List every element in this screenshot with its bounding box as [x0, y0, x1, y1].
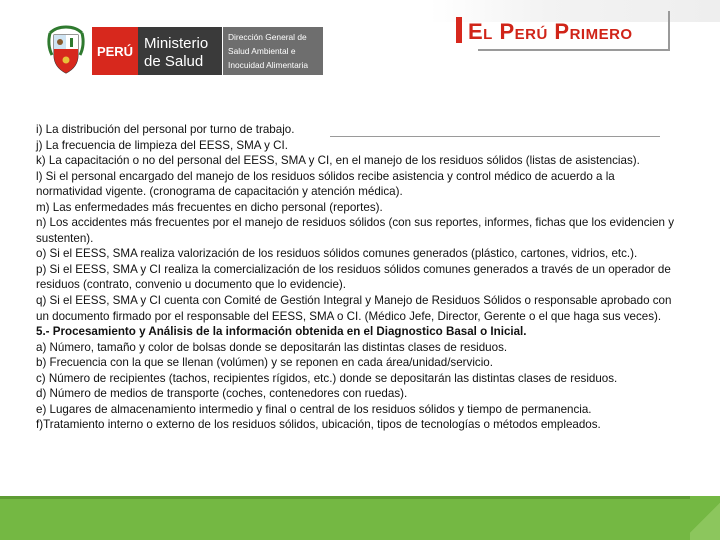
directorate-line3: Inocuidad Alimentaria	[228, 60, 309, 70]
list-item: d) Número de medios de transporte (coches, contenedores con ruedas).	[36, 387, 408, 401]
list-item: c) Número de recipientes (tachos, recipientes rígidos, etc.) donde se depositarán las distintas clases de residuos.	[36, 371, 618, 385]
footer-stripe	[0, 496, 720, 499]
list-item: q) Si el EESS, SMA y CI cuenta con Comité de Gestión Integral y Manejo de Residuos Sólidos o responsable aprobado con un documento firmado por el responsable del EESS, SMA o CI. (Médico Jefe, Director, Gerente o el que haga sus veces).	[36, 294, 672, 323]
list-item: l) Si el personal encargado del manejo de los residuos sólidos recibe asistencia y control médico de acuerdo a la normatividad vigente. (cronograma de capacitación y atención médica).	[36, 169, 615, 199]
minsa-name-line1: Ministerio	[144, 35, 209, 52]
logo-red-bar	[456, 17, 462, 43]
section-heading: 5.- Procesamiento y Análisis de la información obtenida en el Diagnostico Basal o Inicial.	[36, 325, 527, 339]
list-item: n) Los accidentes más frecuentes por el manejo de residuos sólidos (con sus reportes, informes, fichas que los evidencien y sustenten).	[36, 216, 674, 245]
list-item: k) La capacitación o no del personal del EESS, SMA y CI, en el manejo de los residuos sólidos (listas de asistencias).	[36, 154, 640, 168]
minsa-country-label: PERÚ	[96, 44, 134, 59]
list-item: a) Número, tamaño y color de bolsas donde se depositarán las distintas clases de residuos.	[36, 340, 508, 354]
list-item: j) La frecuencia de limpieza del EESS, SMA y CI.	[36, 138, 288, 152]
directorate-line2: Salud Ambiental e	[228, 46, 296, 56]
minsa-name-line2: de Salud	[144, 53, 204, 70]
list-item: o) Si el EESS, SMA realiza valorización de los residuos sólidos comunes generados (plástico, cartones, vidrios, etc.).	[36, 247, 638, 261]
list-item: f)Tratamiento interno o externo de los residuos sólidos, ubicación, tipos de tecnologías o métodos empleados.	[36, 418, 601, 432]
directorate-line1: Dirección General de	[228, 32, 307, 42]
footer-corner-shape	[690, 496, 720, 540]
list-item: e) Lugares de almacenamiento intermedio y final o central de los residuos sólidos y tiempo de permanencia.	[36, 402, 592, 416]
campaign-logo-text: El Perú Primero	[468, 19, 633, 44]
list-item: p) Si el EESS, SMA y CI realiza la comercialización de los residuos sólidos comunes generados a través de un operador de residuos (contrato, convenio u documento que lo evidencie).	[36, 262, 671, 292]
document-body	[36, 122, 684, 433]
footer-band	[0, 496, 720, 540]
peru-primero-logo	[456, 11, 670, 51]
minsa-logo	[44, 25, 324, 83]
list-item: i) La distribución del personal por turno de trabajo.	[36, 123, 295, 136]
peru-coat-of-arms-icon	[49, 27, 83, 73]
list-item: b) Frecuencia con la que se llenan (volúmen) y se reponen en cada área/unidad/servicio.	[36, 356, 493, 370]
list-item: m) Las enfermedades más frecuentes en dicho personal (reportes).	[36, 200, 383, 214]
